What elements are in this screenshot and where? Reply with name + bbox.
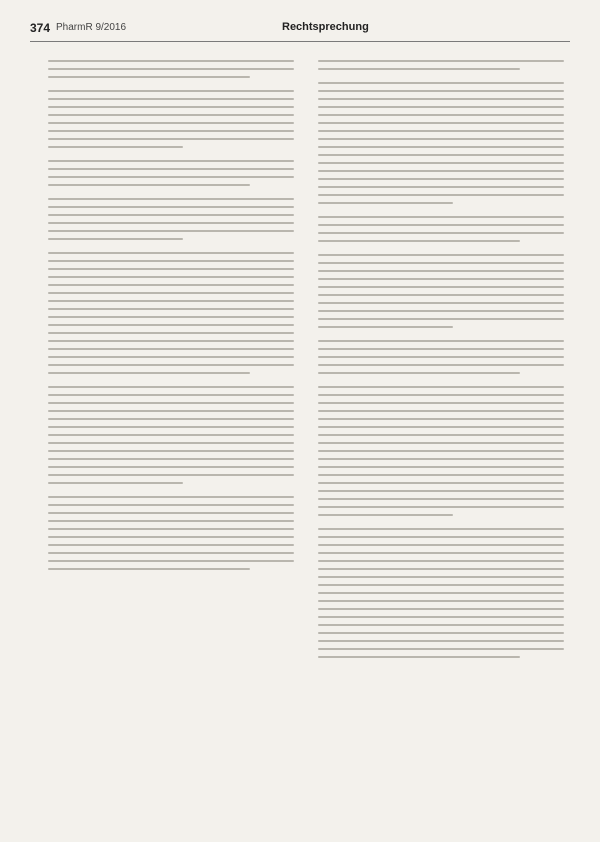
text-line-placeholder <box>48 474 294 476</box>
text-line-placeholder <box>318 426 564 428</box>
header-rule <box>30 41 570 42</box>
text-line-placeholder <box>48 418 294 420</box>
text-line-placeholder <box>318 418 564 420</box>
text-line-placeholder <box>48 386 294 388</box>
text-line-placeholder <box>318 506 564 508</box>
text-line-placeholder <box>318 232 564 234</box>
text-line-placeholder <box>48 214 294 216</box>
text-line-placeholder <box>318 98 564 100</box>
text-line-placeholder <box>48 466 294 468</box>
text-line-placeholder <box>318 600 564 602</box>
paragraph-gap <box>48 154 294 156</box>
text-line-placeholder <box>48 76 250 78</box>
text-line-placeholder <box>318 286 564 288</box>
text-line-placeholder <box>48 122 294 124</box>
text-line-placeholder <box>48 222 294 224</box>
text-line-placeholder <box>318 608 564 610</box>
text-line-placeholder <box>48 160 294 162</box>
text-line-placeholder <box>48 482 183 484</box>
text-line-placeholder <box>318 442 564 444</box>
text-line-placeholder <box>318 434 564 436</box>
paragraph-gap <box>48 490 294 492</box>
text-line-placeholder <box>48 268 294 270</box>
text-line-placeholder <box>48 284 294 286</box>
text-line-placeholder <box>318 216 564 218</box>
text-line-placeholder <box>48 300 294 302</box>
text-line-placeholder <box>318 568 564 570</box>
text-line-placeholder <box>318 310 564 312</box>
page-number: 374 <box>30 21 51 35</box>
text-line-placeholder <box>318 302 564 304</box>
text-line-placeholder <box>318 450 564 452</box>
text-line-placeholder <box>48 276 294 278</box>
text-line-placeholder <box>48 536 294 538</box>
text-line-placeholder <box>318 402 564 404</box>
section-title: Rechtsprechung <box>282 21 369 33</box>
text-line-placeholder <box>48 496 294 498</box>
text-line-placeholder <box>48 512 294 514</box>
text-line-placeholder <box>318 318 564 320</box>
text-line-placeholder <box>318 640 564 642</box>
paragraph-gap <box>318 664 564 666</box>
text-line-placeholder <box>318 82 564 84</box>
paragraph-gap <box>48 380 294 382</box>
text-line-placeholder <box>318 68 520 70</box>
text-line-placeholder <box>318 552 564 554</box>
text-line-placeholder <box>48 410 294 412</box>
paragraph-gap <box>318 334 564 336</box>
journal-citation: PharmR 9/2016 <box>56 22 127 33</box>
text-line-placeholder <box>48 348 294 350</box>
text-line-placeholder <box>48 528 294 530</box>
text-line-placeholder <box>318 122 564 124</box>
text-line-placeholder <box>318 130 564 132</box>
text-line-placeholder <box>318 632 564 634</box>
text-line-placeholder <box>48 504 294 506</box>
text-line-placeholder <box>318 326 453 328</box>
paragraph-gap <box>48 246 294 248</box>
left-text-column <box>48 60 294 582</box>
text-line-placeholder <box>318 194 564 196</box>
text-line-placeholder <box>48 138 294 140</box>
text-line-placeholder <box>318 584 564 586</box>
text-line-placeholder <box>318 490 564 492</box>
text-line-placeholder <box>48 168 294 170</box>
text-line-placeholder <box>48 394 294 396</box>
text-line-placeholder <box>318 262 564 264</box>
text-line-placeholder <box>318 114 564 116</box>
paragraph-gap <box>318 380 564 382</box>
text-line-placeholder <box>318 536 564 538</box>
text-line-placeholder <box>48 332 294 334</box>
paragraph-gap <box>48 576 294 578</box>
text-line-placeholder <box>48 340 294 342</box>
text-line-placeholder <box>318 544 564 546</box>
text-line-placeholder <box>48 292 294 294</box>
text-line-placeholder <box>48 114 294 116</box>
text-line-placeholder <box>318 624 564 626</box>
text-line-placeholder <box>318 498 564 500</box>
text-line-placeholder <box>48 568 250 570</box>
paragraph-gap <box>318 248 564 250</box>
text-line-placeholder <box>48 106 294 108</box>
text-line-placeholder <box>318 410 564 412</box>
text-line-placeholder <box>48 560 294 562</box>
text-line-placeholder <box>48 260 294 262</box>
text-line-placeholder <box>318 146 564 148</box>
text-line-placeholder <box>48 90 294 92</box>
paragraph-gap <box>318 522 564 524</box>
text-line-placeholder <box>48 130 294 132</box>
text-line-placeholder <box>48 426 294 428</box>
text-line-placeholder <box>48 198 294 200</box>
text-line-placeholder <box>48 252 294 254</box>
right-text-column <box>318 60 564 670</box>
text-line-placeholder <box>318 482 564 484</box>
text-line-placeholder <box>318 278 564 280</box>
text-line-placeholder <box>48 356 294 358</box>
text-line-placeholder <box>48 60 294 62</box>
text-line-placeholder <box>48 442 294 444</box>
text-line-placeholder <box>318 178 564 180</box>
paragraph-gap <box>318 210 564 212</box>
text-line-placeholder <box>48 316 294 318</box>
text-line-placeholder <box>318 458 564 460</box>
text-line-placeholder <box>318 240 520 242</box>
text-line-placeholder <box>48 184 250 186</box>
text-line-placeholder <box>48 364 294 366</box>
text-line-placeholder <box>318 202 453 204</box>
text-line-placeholder <box>48 544 294 546</box>
text-line-placeholder <box>48 206 294 208</box>
text-line-placeholder <box>48 324 294 326</box>
text-line-placeholder <box>318 60 564 62</box>
text-line-placeholder <box>318 356 564 358</box>
text-line-placeholder <box>48 146 183 148</box>
text-line-placeholder <box>318 294 564 296</box>
text-line-placeholder <box>318 466 564 468</box>
text-line-placeholder <box>318 348 564 350</box>
text-line-placeholder <box>318 364 564 366</box>
text-line-placeholder <box>318 514 453 516</box>
text-line-placeholder <box>318 138 564 140</box>
paragraph-gap <box>48 192 294 194</box>
text-line-placeholder <box>48 308 294 310</box>
text-line-placeholder <box>318 474 564 476</box>
text-line-placeholder <box>318 106 564 108</box>
text-line-placeholder <box>318 340 564 342</box>
text-line-placeholder <box>48 434 294 436</box>
text-line-placeholder <box>48 402 294 404</box>
text-line-placeholder <box>318 648 564 650</box>
page-header <box>30 16 570 48</box>
text-line-placeholder <box>48 176 294 178</box>
text-line-placeholder <box>318 386 564 388</box>
text-line-placeholder <box>318 372 520 374</box>
text-line-placeholder <box>48 230 294 232</box>
text-line-placeholder <box>318 186 564 188</box>
text-line-placeholder <box>48 372 250 374</box>
text-line-placeholder <box>48 520 294 522</box>
paragraph-gap <box>48 84 294 86</box>
text-line-placeholder <box>318 270 564 272</box>
text-line-placeholder <box>48 98 294 100</box>
paragraph-gap <box>318 76 564 78</box>
text-line-placeholder <box>48 552 294 554</box>
text-line-placeholder <box>318 576 564 578</box>
text-line-placeholder <box>318 592 564 594</box>
text-line-placeholder <box>48 68 294 70</box>
text-line-placeholder <box>318 154 564 156</box>
text-line-placeholder <box>318 254 564 256</box>
text-line-placeholder <box>48 450 294 452</box>
text-line-placeholder <box>318 162 564 164</box>
text-line-placeholder <box>318 90 564 92</box>
text-line-placeholder <box>318 224 564 226</box>
text-line-placeholder <box>318 560 564 562</box>
text-line-placeholder <box>318 528 564 530</box>
text-line-placeholder <box>318 394 564 396</box>
text-line-placeholder <box>318 170 564 172</box>
text-line-placeholder <box>48 238 183 240</box>
text-line-placeholder <box>48 458 294 460</box>
text-line-placeholder <box>318 656 520 658</box>
text-line-placeholder <box>318 616 564 618</box>
